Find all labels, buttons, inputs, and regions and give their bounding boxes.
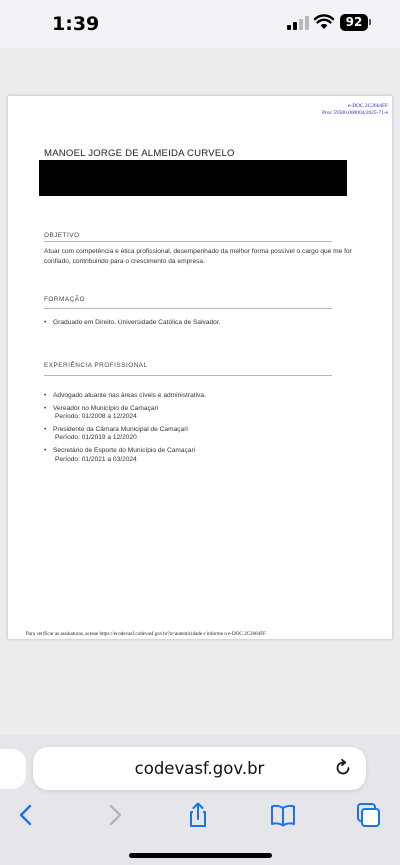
home-indicator bbox=[129, 853, 272, 858]
status-time: 1:39 bbox=[52, 13, 100, 35]
experience-period: Período: 01/2021 a 03/2024 bbox=[55, 455, 137, 463]
experience-role: Presidente da Câmara Municipal de Camaçari bbox=[53, 425, 188, 433]
signature-verification-note: Para verificar as assinaturas, acesse https://ecodevasf.codevasf.gov.br?a=autenticidade e informe o e-DOC 2C2664FF bbox=[26, 631, 266, 637]
list-item bbox=[44, 426, 206, 443]
experiencia-list bbox=[44, 392, 206, 464]
cellular-signal-icon bbox=[287, 16, 309, 30]
section-divider bbox=[44, 241, 332, 242]
section-divider bbox=[44, 375, 332, 376]
browser-toolbar bbox=[0, 797, 400, 833]
redacted-block bbox=[39, 160, 347, 196]
document-page bbox=[8, 96, 392, 639]
section-title-objetivo: OBJETIVO bbox=[44, 232, 80, 239]
previous-tab-preview[interactable] bbox=[0, 749, 26, 789]
bookmarks-icon[interactable] bbox=[269, 801, 297, 829]
formacao-item-text: Graduado em Direito. Universidade Católica de Salvador. bbox=[53, 319, 221, 326]
experience-period: Período: 01/2008 a 12/2024 bbox=[55, 413, 137, 421]
experience-role: Secretário de Esporte do Município de Camaçari bbox=[53, 446, 196, 454]
section-divider bbox=[44, 308, 332, 309]
document-reference bbox=[322, 103, 388, 117]
experience-period: Período: 01/2019 a 12/2020 bbox=[55, 434, 137, 442]
list-item bbox=[44, 447, 206, 464]
reload-icon[interactable] bbox=[333, 758, 353, 778]
tabs-icon[interactable] bbox=[354, 801, 382, 829]
list-item bbox=[44, 405, 206, 422]
list-item bbox=[44, 319, 221, 328]
experience-role: Advogado atuante nas áreas cíveis e administrativa. bbox=[53, 392, 206, 399]
share-icon[interactable] bbox=[184, 801, 212, 829]
status-bar bbox=[0, 0, 400, 48]
back-icon[interactable] bbox=[13, 801, 41, 829]
address-bar-url[interactable]: codevasf.gov.br bbox=[134, 759, 265, 778]
section-title-formacao: FORMAÇÃO bbox=[44, 296, 85, 303]
experience-role: Vereador no Município de Camaçari bbox=[53, 404, 159, 412]
doc-ref-process: Proc 59500.000004/2025-71-e bbox=[322, 110, 388, 116]
battery-indicator: 92 bbox=[340, 14, 368, 31]
section-title-experiencia: EXPERIÊNCIA PROFISSIONAL bbox=[44, 362, 148, 369]
browser-bottom-bar bbox=[0, 735, 400, 865]
list-item bbox=[44, 392, 206, 401]
objetivo-text: Atuar com competência e ética profissional, desempenhado da melhor forma possível o cargo que me for confiado, contribuindo para o crescimento da empresa. bbox=[44, 248, 352, 265]
wifi-icon bbox=[314, 14, 334, 30]
formacao-list bbox=[44, 319, 221, 328]
candidate-name: MANOEL JORGE DE ALMEIDA CURVELO bbox=[44, 148, 235, 159]
battery-tip bbox=[369, 19, 371, 25]
doc-ref-code: e-DOC 2C2664FF bbox=[348, 103, 388, 109]
address-bar[interactable] bbox=[33, 747, 366, 790]
forward-icon[interactable] bbox=[100, 801, 128, 829]
